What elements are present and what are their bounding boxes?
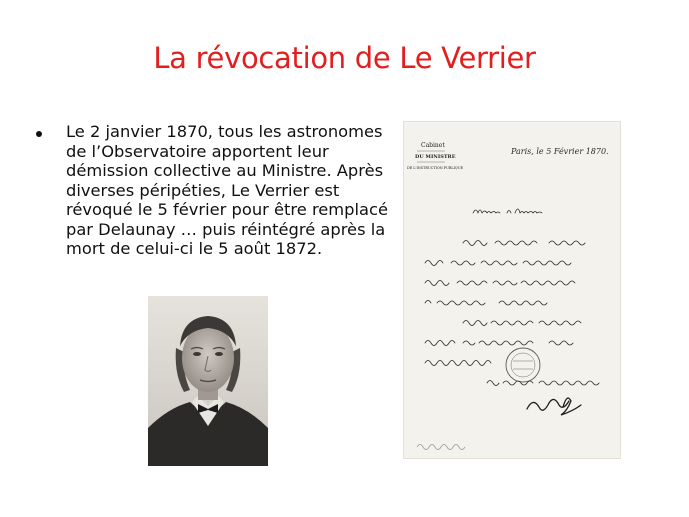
slide-title: La révocation de Le Verrier (153, 41, 536, 75)
letter-header-instruction: DE L'INSTRUCTION PUBLIQUE (407, 166, 464, 170)
letter-header-cabinet: Cabinet (421, 142, 445, 149)
bullet-dot-icon (36, 131, 42, 137)
letter-date: Paris, le 5 Février 1870. (511, 147, 609, 156)
portrait-photo (148, 296, 268, 466)
letter-header-ministre: DU MINISTRE (415, 154, 456, 160)
portrait-illustration (148, 296, 268, 466)
letter-document (403, 121, 621, 459)
bullet-text: Le 2 janvier 1870, tous les astronomes de l’Observatoire apportent leur démission collective au Ministre. Après diverses péripéties, Le Verrier est révoqué le 5 février pour être remplacé par Delaunay … puis réintégré après la mort de celui-ci le 5 août 1872. (66, 122, 388, 258)
letter-illustration (403, 121, 621, 459)
